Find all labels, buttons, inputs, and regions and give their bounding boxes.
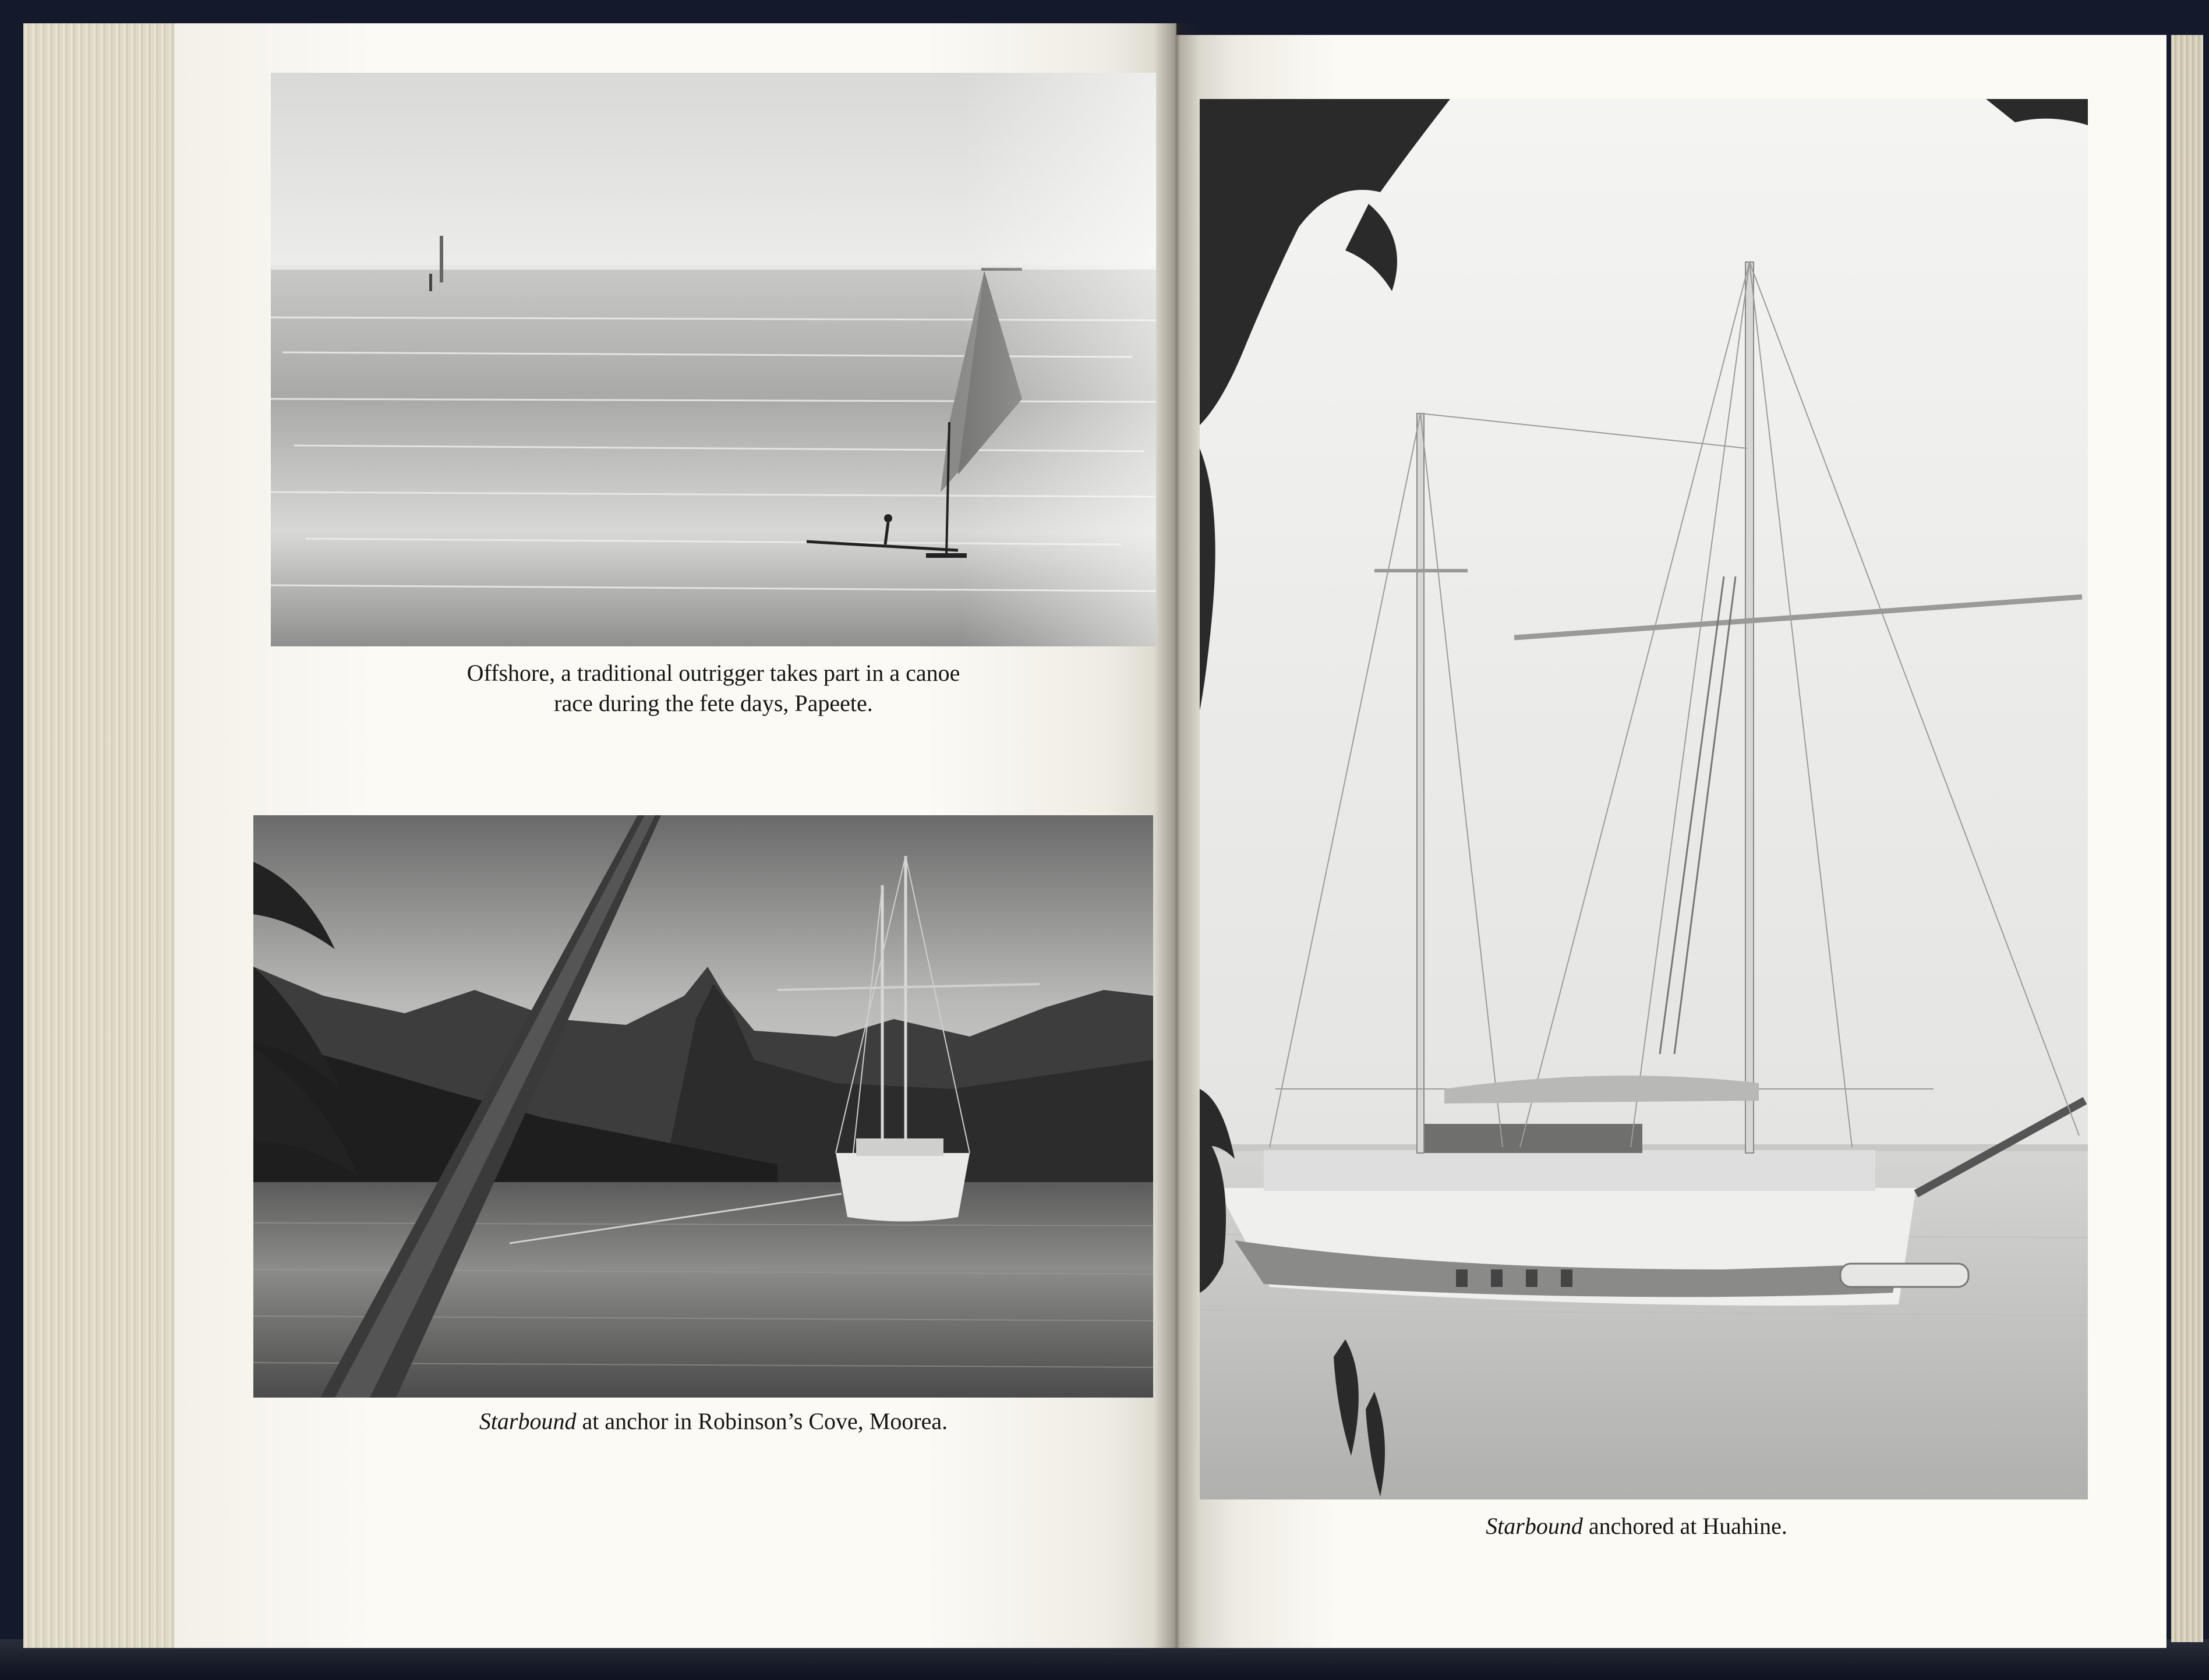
- photo-starbound-huahine: [1200, 99, 2088, 1499]
- caption-huahine-text: anchored at Huahine.: [1582, 1513, 1787, 1539]
- caption-cove: [349, 1406, 1077, 1437]
- cove-photo-image: [253, 815, 1153, 1398]
- caption-outrigger-line2: race during the fete days, Papeete.: [554, 690, 873, 716]
- outrigger-photo-image: [271, 73, 1156, 646]
- photo-robinsons-cove: [253, 815, 1153, 1398]
- caption-huahine-boat-name: Starbound: [1486, 1513, 1583, 1539]
- caption-cove-text: at anchor in Robinson’s Cove, Moorea.: [576, 1408, 948, 1434]
- book-gutter: [1153, 23, 1200, 1648]
- caption-cove-boat-name: Starbound: [479, 1408, 577, 1434]
- page-stack-right: [2171, 35, 2203, 1642]
- page-stack-left: [23, 23, 186, 1648]
- caption-outrigger-line1: Offshore, a traditional outrigger takes part in a canoe: [466, 660, 960, 686]
- photo-outrigger-canoe: [271, 73, 1156, 646]
- caption-huahine: [1316, 1511, 1957, 1541]
- huahine-photo-image: [1200, 99, 2088, 1499]
- caption-outrigger: [349, 658, 1077, 719]
